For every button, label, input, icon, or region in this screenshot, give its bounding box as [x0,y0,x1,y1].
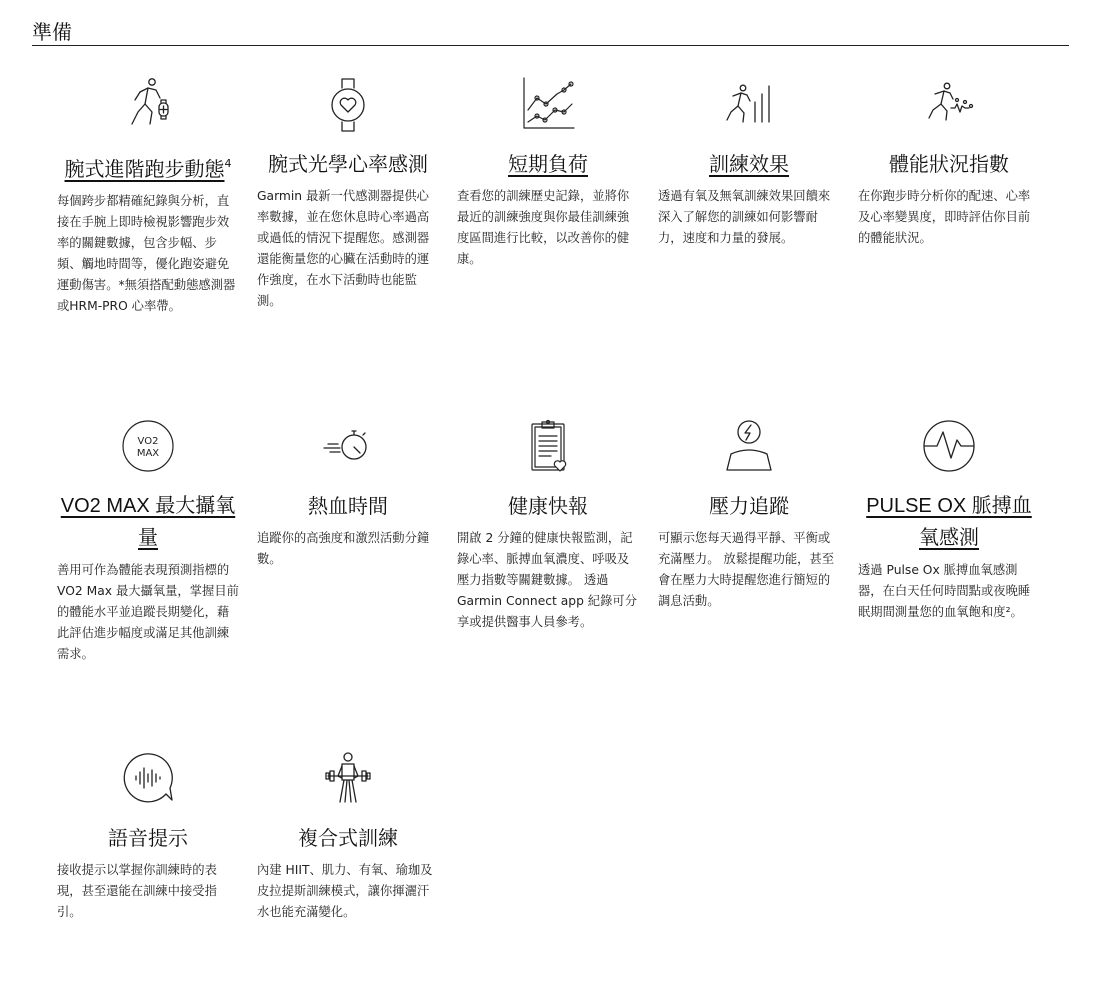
feature-title[interactable]: 短期負荷 [508,152,588,176]
feature-title[interactable]: PULSE OX 脈搏血氧感測 [866,495,1032,549]
feature-description: 內建 HIIT、肌力、有氧、瑜珈及皮拉提斯訓練模式，讓你揮灑汗水也能充滿變化。 [257,863,433,919]
feature-description: 每個跨步都精確紀錄與分析，直接在手腕上即時檢視影響跑步效率的關鍵數據，包含步幅、步頻、觸地時間等，優化跑姿避免運動傷害。*無須搭配動態感測器或HRM-PRO 心率帶。 [57,194,236,313]
vo2-label: VO2 [137,436,159,447]
feature-title[interactable]: 腕式進階跑步動態 [64,157,225,181]
feature-card [457,418,639,633]
feature-card [257,418,439,570]
stopwatch-icon [318,418,378,476]
section-title: 準備 [32,20,1069,46]
pulse-ox-icon [919,418,979,476]
feature-description: 接收提示以掌握你訓練時的表現，甚至還能在訓練中接受指引。 [57,863,217,919]
feature-title: 健康快報 [508,494,588,518]
line-chart-icon [518,76,578,134]
feature-title: 體能狀況指數 [889,152,1009,176]
feature-description: 追蹤你的高強度和激烈活動分鐘數。 [257,531,430,566]
feature-description: 在你跑步時分析你的配速、心率及心率變異度，即時評估你目前的體能狀況。 [858,189,1031,245]
feature-card [57,76,239,317]
feature-description: 開啟 2 分鐘的健康快報監測，記錄心率、脈搏血氧濃度、呼吸及壓力指數等關鍵數據。 透過 Garmin Connect app 紀錄可分享或提供醫事人員參考。 [457,531,637,629]
stress-person-icon [719,418,779,476]
feature-description: 查看您的訓練歷史記錄，並將你最近的訓練強度與你最佳訓練強度區間進行比較，以改善你的健康。 [457,189,630,266]
feature-title[interactable]: VO2 MAX 最大攝氧量 [60,495,236,549]
feature-title-link[interactable] [658,148,840,180]
voice-bubble-icon [118,750,178,808]
weightlifter-icon [318,750,378,808]
feature-title-link[interactable] [858,490,1040,554]
feature-description: 透過 Pulse Ox 脈搏血氧感測器，在白天任何時間點或夜晚睡眠期間測量您的血氧飽和度²。 [858,563,1031,619]
runner-watch-icon [118,76,178,134]
feature-card [257,750,439,923]
feature-card [858,76,1040,249]
runner-heartbeat-icon [919,76,979,134]
feature-description: 可顯示您每天過得平靜、平衡或充滿壓力。 放鬆提醒功能，甚至會在壓力大時提醒您進行簡短的調息活動。 [658,531,835,608]
watch-heart-icon [318,76,378,134]
feature-title: 複合式訓練 [298,826,398,850]
feature-card [658,76,840,249]
footnote-marker: 4 [224,157,232,170]
feature-title: 熱血時間 [308,494,388,518]
feature-title-link[interactable] [57,490,239,554]
feature-title: 壓力追蹤 [709,494,789,518]
feature-card [57,750,239,923]
clipboard-heart-icon [518,418,578,476]
feature-description: 透過有氧及無氧訓練效果回饋來深入了解您的訓練如何影響耐力，速度和力量的發展。 [658,189,831,245]
feature-card [858,418,1040,623]
feature-title[interactable]: 訓練效果 [709,152,789,176]
feature-card [57,418,239,665]
feature-card [658,418,840,612]
feature-description: Garmin 最新一代感測器提供心率數據，並在您休息時心率過高或過低的情況下提醒您。感測器還能衡量您的心臟在活動時的運作強度，在水下活動時也能監測。 [257,189,430,308]
feature-card [457,76,639,270]
feature-title: 腕式光學心率感測 [268,152,428,176]
feature-description: 善用可作為體能表現預測指標的 VO2 Max 最大攝氧量，掌握目前的體能水平並追蹤長期變化，藉此評估進步幅度或滿足其他訓練需求。 [57,563,239,661]
feature-title-link[interactable] [457,148,639,180]
feature-title-link[interactable] [57,148,239,185]
feature-card [257,76,439,312]
vo2max-icon [118,418,178,476]
feature-title: 語音提示 [108,826,188,850]
max-label: MAX [136,448,160,459]
runner-bars-icon [719,76,779,134]
